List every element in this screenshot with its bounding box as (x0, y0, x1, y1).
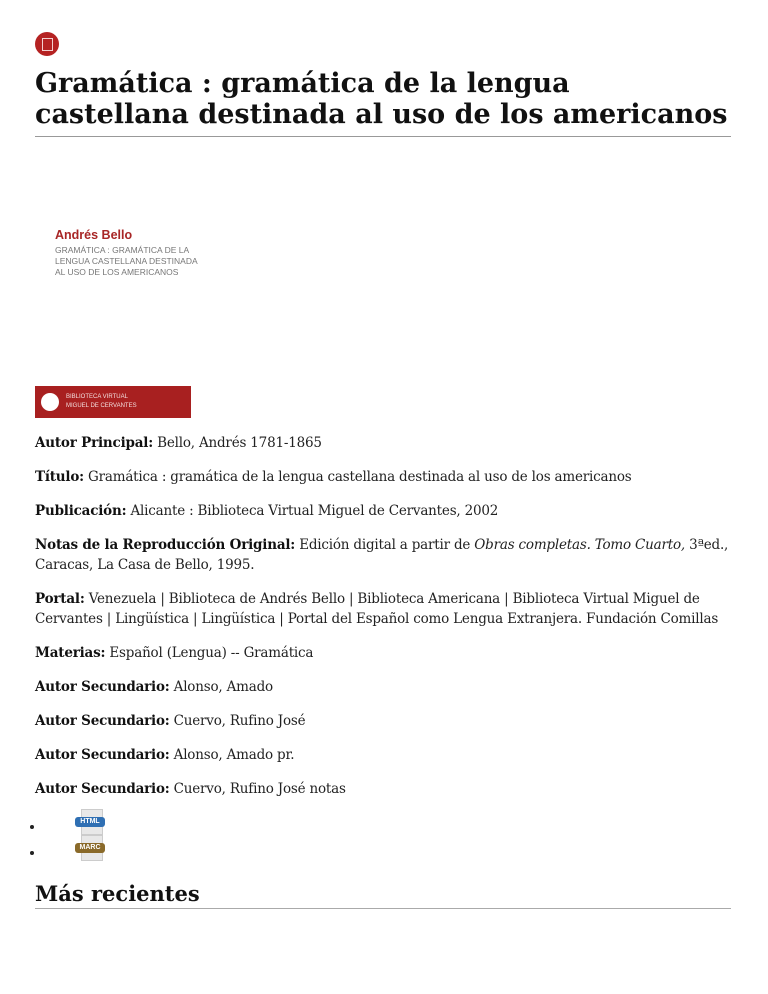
cervantes-logo-icon (41, 393, 59, 411)
cervantes-banner[interactable] (35, 386, 191, 418)
field-autor-secundario (35, 711, 735, 731)
field-titulo (35, 467, 735, 487)
field-autor-secundario (35, 779, 735, 799)
field-label: Autor Secundario: (35, 781, 170, 797)
record-fields (35, 433, 735, 799)
field-label: Portal: (35, 591, 85, 607)
field-autor-secundario (35, 745, 735, 765)
export-label: • MARC (75, 843, 105, 853)
record-content (35, 433, 735, 909)
field-label: Publicación: (35, 503, 127, 519)
field-value: Alicante : Biblioteca Virtual Miguel de Cervantes, 2002 (130, 503, 499, 519)
field-label: Autor Secundario: (35, 679, 170, 695)
field-value: Edición digital a partir de (299, 537, 475, 553)
cover-title: GRAMÁTICA : GRAMÁTICA DE LA LENGUA CASTELLANA DESTINADA AL USO DE LOS AMERICANOS (55, 245, 198, 277)
cover-author: Andrés Bello (55, 228, 133, 242)
library-logo-icon[interactable] (35, 32, 59, 56)
field-value[interactable]: Cuervo, Rufino José (173, 713, 306, 729)
export-marc[interactable] (45, 845, 735, 871)
banner-line2: MIGUEL DE CERVANTES (66, 403, 137, 409)
html-file-icon[interactable] (75, 809, 105, 833)
field-label: Autor Secundario: (35, 747, 170, 763)
field-label: Autor Secundario: (35, 713, 170, 729)
field-notas (35, 535, 735, 575)
export-list (35, 813, 735, 871)
field-value[interactable]: Alonso, Amado (173, 679, 273, 695)
field-value[interactable]: Alonso, Amado pr. (173, 747, 295, 763)
field-value[interactable]: Español (Lengua) -- Gramática (109, 645, 314, 661)
field-label: Materias: (35, 645, 106, 661)
field-value[interactable]: Venezuela | Biblioteca de Andrés Bello | Biblioteca Americana | Biblioteca Virtual Miguel de Cervantes | Lingüística | Lingüística | Portal del Español como Lengua Extranjera. Fundación Comillas (35, 591, 719, 627)
field-value: Gramática : gramática de la lengua castellana destinada al uso de los americanos (88, 469, 632, 485)
export-label: • HTML (75, 817, 105, 827)
field-label: Autor Principal: (35, 435, 153, 451)
field-value-italic: Obras completas. Tomo Cuarto, (474, 537, 686, 553)
field-materias (35, 643, 735, 663)
field-value[interactable]: Bello, Andrés 1781-1865 (157, 435, 322, 451)
field-publicacion (35, 501, 735, 521)
book-cover (55, 228, 205, 278)
banner-line1: BIBLIOTECA VIRTUAL (66, 394, 128, 400)
field-value: 3ªed., Caracas, La Casa de Bello, 1995. (35, 537, 729, 573)
marc-file-icon[interactable] (75, 835, 105, 859)
field-autor-secundario (35, 677, 735, 697)
field-value[interactable]: Cuervo, Rufino José notas (173, 781, 346, 797)
recent-heading: Más recientes (35, 881, 731, 909)
export-html[interactable] (45, 819, 735, 845)
page-title: Gramática : gramática de la lengua castellana destinada al uso de los americanos (35, 68, 731, 137)
field-autor-principal (35, 433, 735, 453)
field-portal (35, 589, 735, 629)
field-label: Notas de la Reproducción Original: (35, 537, 296, 553)
field-label: Título: (35, 469, 84, 485)
